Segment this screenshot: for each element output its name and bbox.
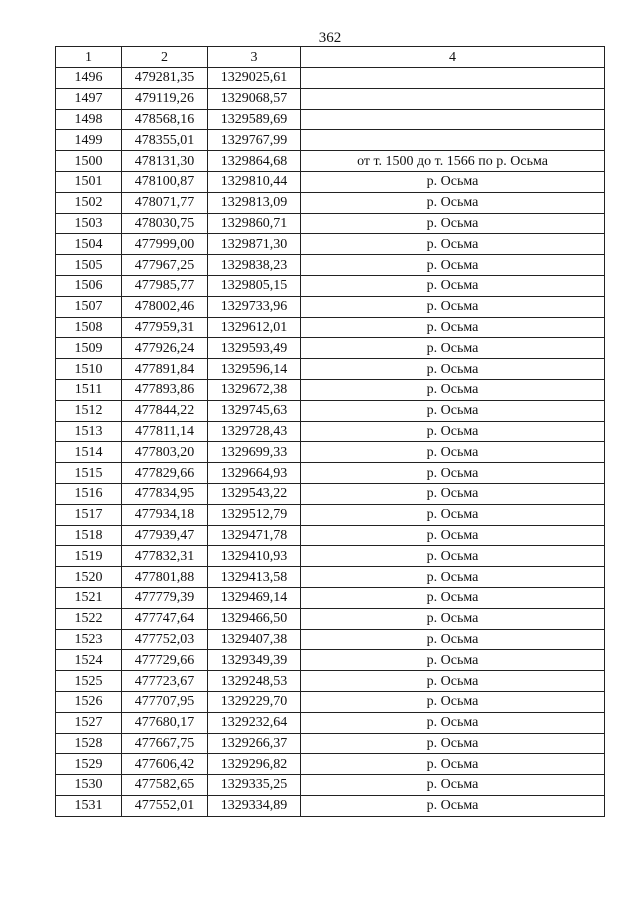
description-cell: р. Осьма <box>301 754 605 775</box>
table-row <box>56 504 605 525</box>
x-coordinate-cell: 477606,42 <box>122 754 208 775</box>
table-row <box>56 359 605 380</box>
x-coordinate-cell: 477959,31 <box>122 317 208 338</box>
description-cell: р. Осьма <box>301 629 605 650</box>
x-coordinate-cell: 477723,67 <box>122 671 208 692</box>
table-row <box>56 213 605 234</box>
table-row <box>56 629 605 650</box>
description-cell: р. Осьма <box>301 442 605 463</box>
point-number-cell: 1518 <box>56 525 122 546</box>
table-header <box>56 47 605 68</box>
y-coordinate-cell: 1329229,70 <box>208 691 301 712</box>
table-body <box>56 68 605 817</box>
table-row <box>56 525 605 546</box>
table-row <box>56 151 605 172</box>
y-coordinate-cell: 1329296,82 <box>208 754 301 775</box>
x-coordinate-cell: 477811,14 <box>122 421 208 442</box>
description-cell: р. Осьма <box>301 546 605 567</box>
table-row <box>56 463 605 484</box>
point-number-cell: 1529 <box>56 754 122 775</box>
table-row <box>56 775 605 796</box>
table-row <box>56 171 605 192</box>
table-row <box>56 317 605 338</box>
y-coordinate-cell: 1329471,78 <box>208 525 301 546</box>
x-coordinate-cell: 477829,66 <box>122 463 208 484</box>
x-coordinate-cell: 478568,16 <box>122 109 208 130</box>
description-cell: р. Осьма <box>301 567 605 588</box>
x-coordinate-cell: 477985,77 <box>122 275 208 296</box>
description-cell: р. Осьма <box>301 775 605 796</box>
x-coordinate-cell: 477891,84 <box>122 359 208 380</box>
y-coordinate-cell: 1329838,23 <box>208 255 301 276</box>
y-coordinate-cell: 1329593,49 <box>208 338 301 359</box>
x-coordinate-cell: 478131,30 <box>122 151 208 172</box>
table-row <box>56 296 605 317</box>
point-number-cell: 1507 <box>56 296 122 317</box>
point-number-cell: 1514 <box>56 442 122 463</box>
y-coordinate-cell: 1329728,43 <box>208 421 301 442</box>
description-cell: от т. 1500 до т. 1566 по р. Осьма <box>301 151 605 172</box>
description-cell: р. Осьма <box>301 400 605 421</box>
table-row <box>56 421 605 442</box>
y-coordinate-cell: 1329407,38 <box>208 629 301 650</box>
y-coordinate-cell: 1329767,99 <box>208 130 301 151</box>
description-cell: р. Осьма <box>301 296 605 317</box>
y-coordinate-cell: 1329699,33 <box>208 442 301 463</box>
header-description: 4 <box>301 47 605 68</box>
point-number-cell: 1506 <box>56 275 122 296</box>
y-coordinate-cell: 1329410,93 <box>208 546 301 567</box>
description-cell: р. Осьма <box>301 338 605 359</box>
table-row <box>56 234 605 255</box>
point-number-cell: 1523 <box>56 629 122 650</box>
y-coordinate-cell: 1329469,14 <box>208 587 301 608</box>
description-cell: р. Осьма <box>301 671 605 692</box>
x-coordinate-cell: 478002,46 <box>122 296 208 317</box>
header-row <box>56 47 605 68</box>
header-point-number: 1 <box>56 47 122 68</box>
x-coordinate-cell: 477999,00 <box>122 234 208 255</box>
table-row <box>56 712 605 733</box>
y-coordinate-cell: 1329068,57 <box>208 88 301 109</box>
x-coordinate-cell: 477926,24 <box>122 338 208 359</box>
y-coordinate-cell: 1329672,38 <box>208 379 301 400</box>
y-coordinate-cell: 1329612,01 <box>208 317 301 338</box>
point-number-cell: 1530 <box>56 775 122 796</box>
point-number-cell: 1502 <box>56 192 122 213</box>
x-coordinate-cell: 477893,86 <box>122 379 208 400</box>
point-number-cell: 1499 <box>56 130 122 151</box>
description-cell: р. Осьма <box>301 255 605 276</box>
y-coordinate-cell: 1329664,93 <box>208 463 301 484</box>
table-row <box>56 795 605 816</box>
x-coordinate-cell: 479281,35 <box>122 68 208 89</box>
table-row <box>56 275 605 296</box>
y-coordinate-cell: 1329810,44 <box>208 171 301 192</box>
table-row <box>56 379 605 400</box>
point-number-cell: 1522 <box>56 608 122 629</box>
y-coordinate-cell: 1329871,30 <box>208 234 301 255</box>
point-number-cell: 1500 <box>56 151 122 172</box>
description-cell <box>301 109 605 130</box>
table-row <box>56 255 605 276</box>
description-cell: р. Осьма <box>301 795 605 816</box>
x-coordinate-cell: 478355,01 <box>122 130 208 151</box>
point-number-cell: 1515 <box>56 463 122 484</box>
table-row <box>56 608 605 629</box>
x-coordinate-cell: 477834,95 <box>122 483 208 504</box>
y-coordinate-cell: 1329466,50 <box>208 608 301 629</box>
table-row <box>56 68 605 89</box>
point-number-cell: 1519 <box>56 546 122 567</box>
description-cell <box>301 68 605 89</box>
point-number-cell: 1513 <box>56 421 122 442</box>
y-coordinate-cell: 1329745,63 <box>208 400 301 421</box>
y-coordinate-cell: 1329543,22 <box>208 483 301 504</box>
description-cell: р. Осьма <box>301 483 605 504</box>
x-coordinate-cell: 477844,22 <box>122 400 208 421</box>
point-number-cell: 1527 <box>56 712 122 733</box>
description-cell: р. Осьма <box>301 275 605 296</box>
table-row <box>56 587 605 608</box>
x-coordinate-cell: 477801,88 <box>122 567 208 588</box>
x-coordinate-cell: 477779,39 <box>122 587 208 608</box>
y-coordinate-cell: 1329813,09 <box>208 192 301 213</box>
table-row <box>56 650 605 671</box>
table-row <box>56 338 605 359</box>
header-x-coordinate: 2 <box>122 47 208 68</box>
point-number-cell: 1508 <box>56 317 122 338</box>
x-coordinate-cell: 478100,87 <box>122 171 208 192</box>
y-coordinate-cell: 1329025,61 <box>208 68 301 89</box>
x-coordinate-cell: 479119,26 <box>122 88 208 109</box>
table-row <box>56 691 605 712</box>
page-number: 362 <box>318 30 342 46</box>
y-coordinate-cell: 1329335,25 <box>208 775 301 796</box>
table-row <box>56 733 605 754</box>
description-cell: р. Осьма <box>301 608 605 629</box>
point-number-cell: 1520 <box>56 567 122 588</box>
point-number-cell: 1517 <box>56 504 122 525</box>
y-coordinate-cell: 1329733,96 <box>208 296 301 317</box>
point-number-cell: 1510 <box>56 359 122 380</box>
table-row <box>56 483 605 504</box>
point-number-cell: 1509 <box>56 338 122 359</box>
point-number-cell: 1505 <box>56 255 122 276</box>
x-coordinate-cell: 477707,95 <box>122 691 208 712</box>
description-cell: р. Осьма <box>301 463 605 484</box>
point-number-cell: 1521 <box>56 587 122 608</box>
description-cell: р. Осьма <box>301 504 605 525</box>
y-coordinate-cell: 1329864,68 <box>208 151 301 172</box>
table-row <box>56 671 605 692</box>
description-cell: р. Осьма <box>301 525 605 546</box>
x-coordinate-cell: 477552,01 <box>122 795 208 816</box>
x-coordinate-cell: 477752,03 <box>122 629 208 650</box>
table-row <box>56 567 605 588</box>
point-number-cell: 1504 <box>56 234 122 255</box>
y-coordinate-cell: 1329334,89 <box>208 795 301 816</box>
point-number-cell: 1528 <box>56 733 122 754</box>
y-coordinate-cell: 1329596,14 <box>208 359 301 380</box>
x-coordinate-cell: 477667,75 <box>122 733 208 754</box>
description-cell: р. Осьма <box>301 650 605 671</box>
description-cell <box>301 130 605 151</box>
point-number-cell: 1503 <box>56 213 122 234</box>
point-number-cell: 1525 <box>56 671 122 692</box>
header-y-coordinate: 3 <box>208 47 301 68</box>
description-cell: р. Осьма <box>301 421 605 442</box>
point-number-cell: 1516 <box>56 483 122 504</box>
point-number-cell: 1496 <box>56 68 122 89</box>
y-coordinate-cell: 1329248,53 <box>208 671 301 692</box>
x-coordinate-cell: 478071,77 <box>122 192 208 213</box>
point-number-cell: 1511 <box>56 379 122 400</box>
x-coordinate-cell: 477803,20 <box>122 442 208 463</box>
table-row <box>56 130 605 151</box>
description-cell <box>301 88 605 109</box>
description-cell: р. Осьма <box>301 213 605 234</box>
y-coordinate-cell: 1329349,39 <box>208 650 301 671</box>
description-cell: р. Осьма <box>301 712 605 733</box>
table-row <box>56 442 605 463</box>
table-row <box>56 192 605 213</box>
description-cell: р. Осьма <box>301 171 605 192</box>
point-number-cell: 1531 <box>56 795 122 816</box>
description-cell: р. Осьма <box>301 234 605 255</box>
y-coordinate-cell: 1329589,69 <box>208 109 301 130</box>
x-coordinate-cell: 477832,31 <box>122 546 208 567</box>
table-row <box>56 400 605 421</box>
point-number-cell: 1501 <box>56 171 122 192</box>
description-cell: р. Осьма <box>301 691 605 712</box>
description-cell: р. Осьма <box>301 587 605 608</box>
description-cell: р. Осьма <box>301 359 605 380</box>
x-coordinate-cell: 477967,25 <box>122 255 208 276</box>
description-cell: р. Осьма <box>301 317 605 338</box>
point-number-cell: 1524 <box>56 650 122 671</box>
y-coordinate-cell: 1329413,58 <box>208 567 301 588</box>
table-row <box>56 88 605 109</box>
coordinates-table <box>55 46 605 817</box>
x-coordinate-cell: 477747,64 <box>122 608 208 629</box>
y-coordinate-cell: 1329805,15 <box>208 275 301 296</box>
table-row <box>56 754 605 775</box>
y-coordinate-cell: 1329860,71 <box>208 213 301 234</box>
y-coordinate-cell: 1329232,64 <box>208 712 301 733</box>
table-row <box>56 546 605 567</box>
x-coordinate-cell: 478030,75 <box>122 213 208 234</box>
y-coordinate-cell: 1329512,79 <box>208 504 301 525</box>
point-number-cell: 1497 <box>56 88 122 109</box>
point-number-cell: 1526 <box>56 691 122 712</box>
description-cell: р. Осьма <box>301 733 605 754</box>
description-cell: р. Осьма <box>301 379 605 400</box>
x-coordinate-cell: 477729,66 <box>122 650 208 671</box>
point-number-cell: 1512 <box>56 400 122 421</box>
x-coordinate-cell: 477582,65 <box>122 775 208 796</box>
y-coordinate-cell: 1329266,37 <box>208 733 301 754</box>
table-row <box>56 109 605 130</box>
x-coordinate-cell: 477934,18 <box>122 504 208 525</box>
description-cell: р. Осьма <box>301 192 605 213</box>
point-number-cell: 1498 <box>56 109 122 130</box>
x-coordinate-cell: 477680,17 <box>122 712 208 733</box>
x-coordinate-cell: 477939,47 <box>122 525 208 546</box>
